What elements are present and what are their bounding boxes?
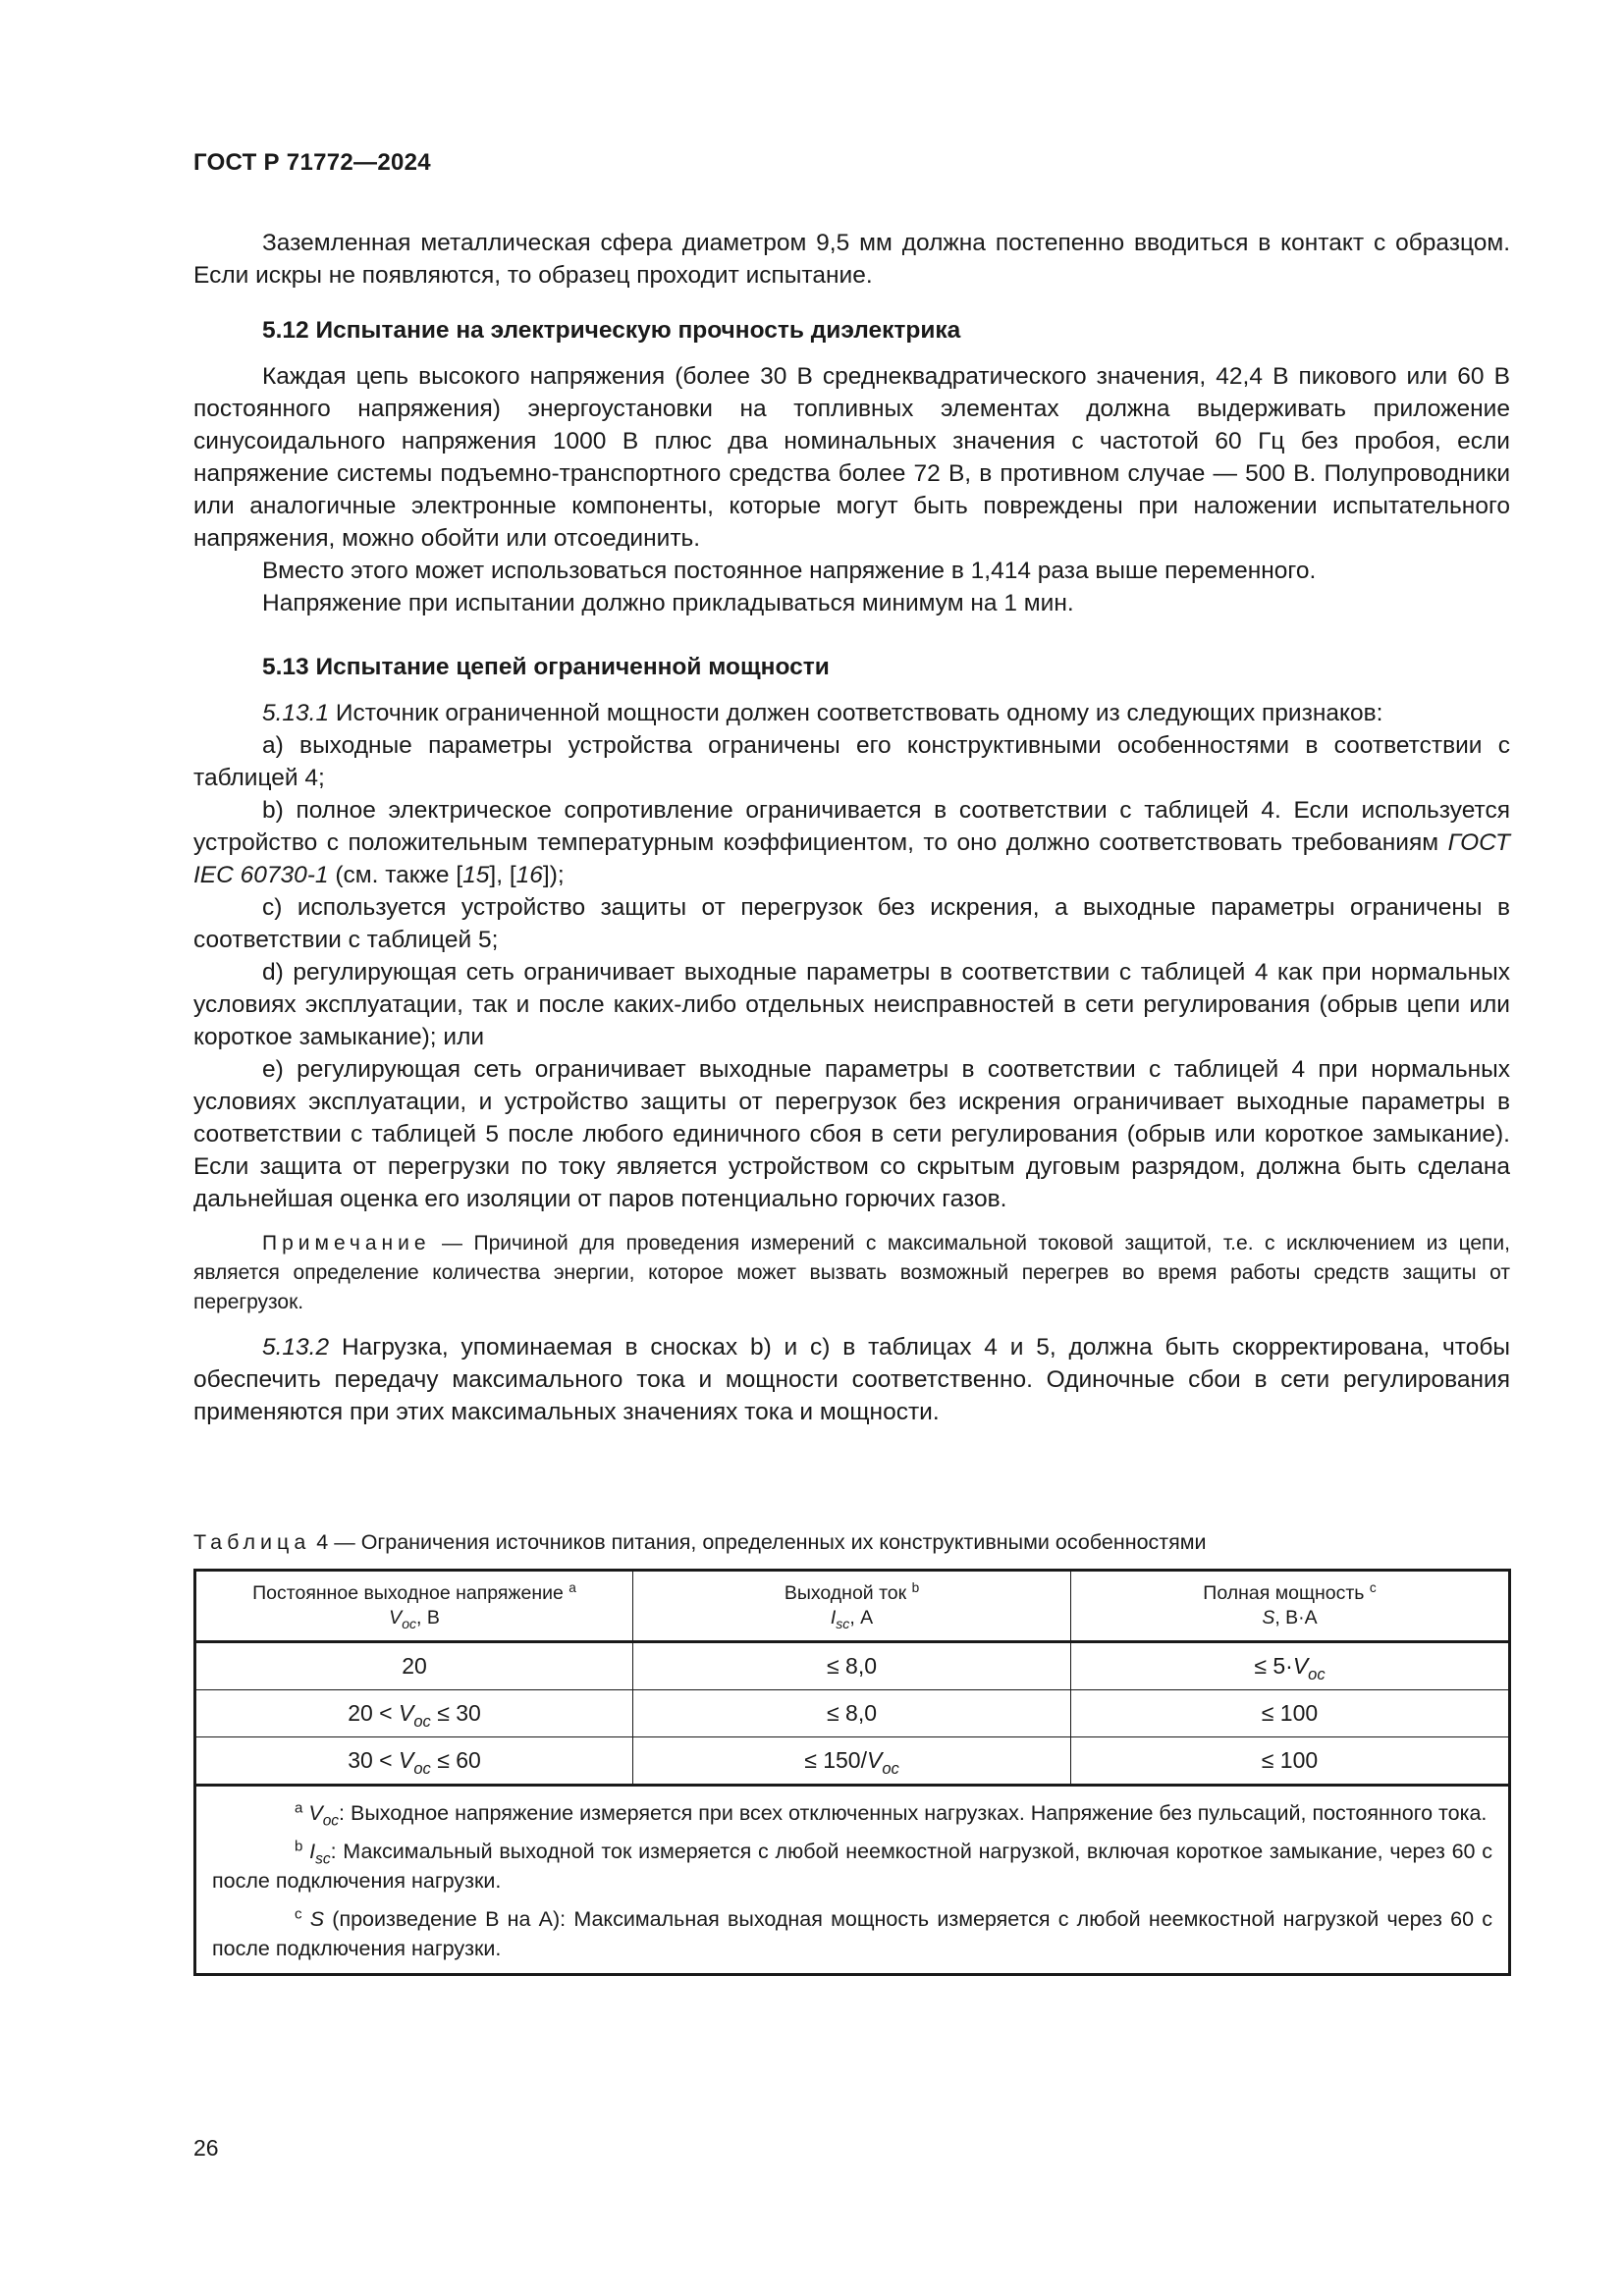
table-row	[195, 1737, 1510, 1786]
header-cell-power: Полная мощность $^c$ S, В·А	[1071, 1571, 1510, 1642]
header-cell-current: Выходной ток $^b$ $I_{sc}$, А	[633, 1571, 1071, 1642]
list-item-b: b) полное электрическое сопротивление ограничивается в соответствии с таблицей 4. Если используется устройство с положительным температурным коэффициентом, то оно должно соответствовать требованиям ГОСТ IEC 60730-1 (см. также [15], [16]);	[193, 797, 1510, 888]
table-cell: ≤ 8,0	[633, 1690, 1071, 1737]
table-cell: $20 < V_{oc} \le 30$	[195, 1690, 633, 1737]
clause-number: 5.13.2	[262, 1334, 330, 1361]
header-cell-voltage: Постоянное выходное напряжение $^a$ $V_{oc}$, В	[195, 1571, 633, 1642]
section-title-5-12: 5.12 Испытание на электрическую прочность диэлектрика	[262, 317, 961, 344]
paragraph: Напряжение при испытании должно прикладываться минимум на 1 мин.	[262, 590, 1074, 616]
clause-5-13-1: 5.13.1 Источник ограниченной мощности должен соответствовать одному из следующих признаков:	[262, 700, 1383, 726]
table-cell: ≤ 100	[1071, 1690, 1510, 1737]
table-cell: ≤ 8,0	[633, 1642, 1071, 1690]
section-title-5-13: 5.13 Испытание цепей ограниченной мощности	[262, 654, 830, 680]
table-cell: ≤ $5\cdot V_{oc}$	[1071, 1642, 1510, 1690]
footnote-a: $^a$ $V_{oc}$: Выходное напряжение измеряется при всех отключенных нагрузках. Напряжение без пульсаций, постоянного тока.	[295, 1799, 1488, 1830]
list-item-a: a) выходные параметры устройства ограничены его конструктивными особенностями в соответствии с таблицей 4;	[193, 732, 1510, 791]
table-cell: $30 < V_{oc} \le 60$	[195, 1737, 633, 1786]
footnote-c: $^c$ S (произведение В на А): Максимальная выходная мощность измеряется с любой неемкостной нагрузкой через 60 с после подключения нагрузки.	[212, 1905, 1492, 1960]
bibliography-reference: 15	[462, 862, 490, 888]
table-caption: Таблица 4 — Ограничения источников питания, определенных их конструктивными особенностями	[193, 1530, 1207, 1554]
page-number: 26	[193, 2135, 219, 2161]
table-cell: 20	[195, 1642, 633, 1690]
table-cell: ≤ 100	[1071, 1737, 1510, 1786]
paragraph: Вместо этого может использоваться постоянное напряжение в 1,414 раза выше переменного.	[262, 558, 1317, 584]
footnote-b: $^b$ $I_{sc}$: Максимальный выходной ток измеряется с любой неемкостной нагрузкой, включая короткое замыкание, через 60 с после подключения нагрузки.	[212, 1838, 1492, 1893]
note: Примечание — Причиной для проведения измерений с максимальной токовой защитой, т.е. с исключением из цепи, является определение количества энергии, которое может вызвать возможный перегрев во время работы средств защиты от перегрузок.	[193, 1232, 1510, 1313]
section-5-13	[193, 651, 1510, 1428]
list-item-d: d) регулирующая сеть ограничивает выходные параметры в соответствии с таблицей 4 как при нормальных условиях эксплуатации, так и после каких-либо отдельных неисправностей в сети регулирования (обрыв цепи или короткое замыкание); или	[193, 959, 1510, 1050]
note-label: Примечание	[262, 1232, 431, 1255]
table-row	[195, 1642, 1510, 1690]
list-item-e: e) регулирующая сеть ограничивает выходные параметры в соответствии с таблицей 4 при нормальных условиях эксплуатации, и устройство защиты от перегрузок без искрения ограничивает выходные параметры в соответствии с таблицей 5 после любого единичного сбоя в сети регулирования (обрыв или короткое замыкание). Если защита от перегрузки по току является устройством со скрытым дуговым разрядом, должна быть сделана дальнейшая оценка его изоляции от паров потенциально горючих газов.	[193, 1056, 1510, 1212]
table-header-row	[195, 1571, 1510, 1642]
document-header: ГОСТ Р 71772—2024	[193, 149, 431, 176]
list-item-c: c) используется устройство защиты от перегрузок без искрения, а выходные параметры ограничены в соответствии с таблицей 5;	[193, 894, 1510, 953]
paragraph: Каждая цепь высокого напряжения (более 30 В среднеквадратического значения, 42,4 В пикового или 60 В постоянного напряжения) энергоустановки на топливных элементах должна выдерживать приложение синусоидального напряжения 1000 В плюс два номинальных значения с частотой 60 Гц без пробоя, если напряжение системы подъемно-транспортного средства более 72 В, в противном случае — 500 В. Полупроводники или аналогичные электронные компоненты, которые могут быть повреждены при наложении испытательного напряжения, можно обойти или отсоединить.	[193, 363, 1510, 552]
table-4	[193, 1569, 1511, 1976]
intro-paragraph: Заземленная металлическая сфера диаметром 9,5 мм должна постепенно вводиться в контакт с образцом. Если искры не появляются, то образец проходит испытание.	[193, 230, 1510, 289]
table-row	[195, 1690, 1510, 1737]
standard-reference: ГОСТ IEC 60730-1	[193, 829, 1510, 888]
section-5-12	[193, 314, 1510, 619]
clause-number: 5.13.1	[262, 700, 330, 726]
section-intro	[193, 227, 1510, 292]
clause-5-13-2: 5.13.2 Нагрузка, упоминаемая в сносках b) и c) в таблицах 4 и 5, должна быть скорректирована, чтобы обеспечить передачу максимального тока и мощности соответственно. Одиночные сбои в сети регулирования применяются при этих максимальных значениях тока и мощности.	[193, 1334, 1510, 1425]
table-cell: ≤ $150/V_{oc}$	[633, 1737, 1071, 1786]
table-footnotes-row	[195, 1786, 1510, 1975]
bibliography-reference: 16	[515, 862, 543, 888]
table-footnotes	[195, 1786, 1510, 1975]
